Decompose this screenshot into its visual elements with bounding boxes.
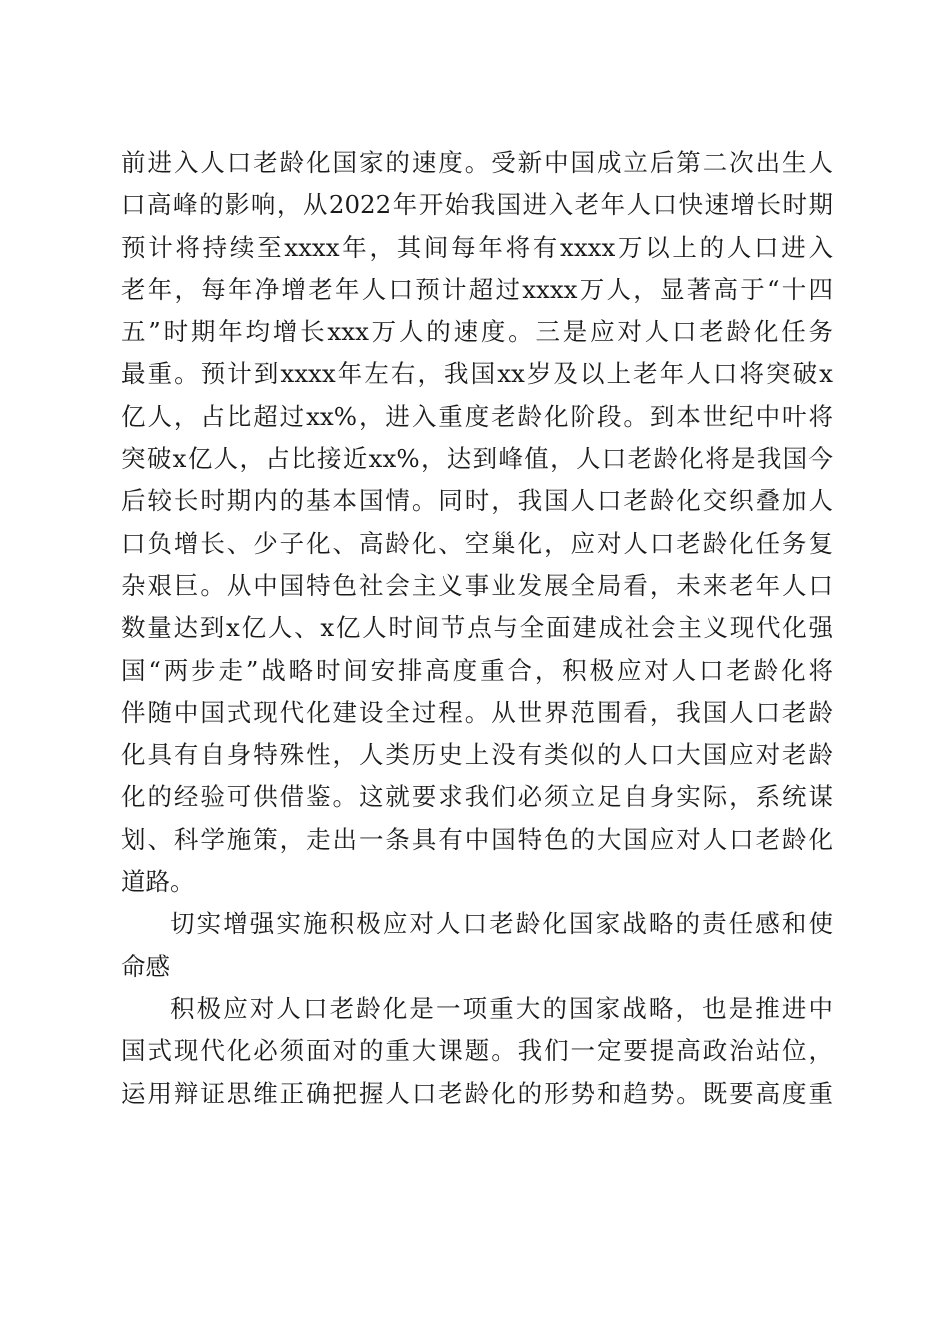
text-line: 前进入人口老龄化国家的速度。受新中国成立后第二次出生人	[121, 148, 833, 177]
text-line: 杂艰巨。从中国特色社会主义事业发展全局看，未来老年人口	[121, 570, 833, 600]
section-heading	[121, 903, 833, 988]
text-line: 划、科学施策，走出一条具有中国特色的大国应对人口老龄化	[121, 824, 833, 854]
text-line: 口高峰的影响，从2022年开始我国进入老年人口快速增长时期	[121, 190, 833, 220]
text-line: 数量达到x亿人、x亿人时间节点与全面建成社会主义现代化强	[121, 613, 833, 643]
text-line: 国“两步走”战略时间安排高度重合，积极应对人口老龄化将	[121, 655, 833, 685]
text-line: 伴随中国式现代化建设全过程。从世界范围看，我国人口老龄	[121, 697, 833, 727]
paragraph-population-aging-trend	[121, 142, 833, 903]
heading-line: 命感	[121, 951, 170, 981]
text-line: 积极应对人口老龄化是一项重大的国家战略，也是推进中	[170, 993, 833, 1023]
text-line: 后较长时期内的基本国情。同时，我国人口老龄化交织叠加人	[121, 486, 833, 516]
heading-line: 切实增强实施积极应对人口老龄化国家战略的责任感和使	[170, 909, 833, 939]
document-body	[121, 142, 833, 1115]
text-line: 最重。预计到xxxx年左右，我国xx岁及以上老年人口将突破x	[121, 359, 833, 389]
text-line: 运用辩证思维正确把握人口老龄化的形势和趋势。既要高度重	[121, 1078, 833, 1108]
text-line: 老年，每年净增老年人口预计超过xxxx万人，显著高于“十四	[121, 274, 833, 304]
text-line: 化具有自身特殊性，人类历史上没有类似的人口大国应对老龄	[121, 740, 833, 770]
text-line: 五”时期年均增长xxx万人的速度。三是应对人口老龄化任务	[121, 317, 833, 347]
text-line: 突破x亿人，占比接近xx%，达到峰值，人口老龄化将是我国今	[121, 444, 833, 474]
paragraph-national-strategy	[121, 988, 833, 1115]
text-line: 道路。	[121, 867, 195, 897]
text-line: 国式现代化必须面对的重大课题。我们一定要提高政治站位，	[121, 1036, 833, 1066]
text-line: 化的经验可供借鉴。这就要求我们必须立足自身实际，系统谋	[121, 782, 833, 812]
text-line: 口负增长、少子化、高龄化、空巢化，应对人口老龄化任务复	[121, 528, 833, 558]
text-line: 亿人，占比超过xx%，进入重度老龄化阶段。到本世纪中叶将	[121, 401, 833, 431]
text-line: 预计将持续至xxxx年，其间每年将有xxxx万以上的人口进入	[121, 232, 833, 262]
